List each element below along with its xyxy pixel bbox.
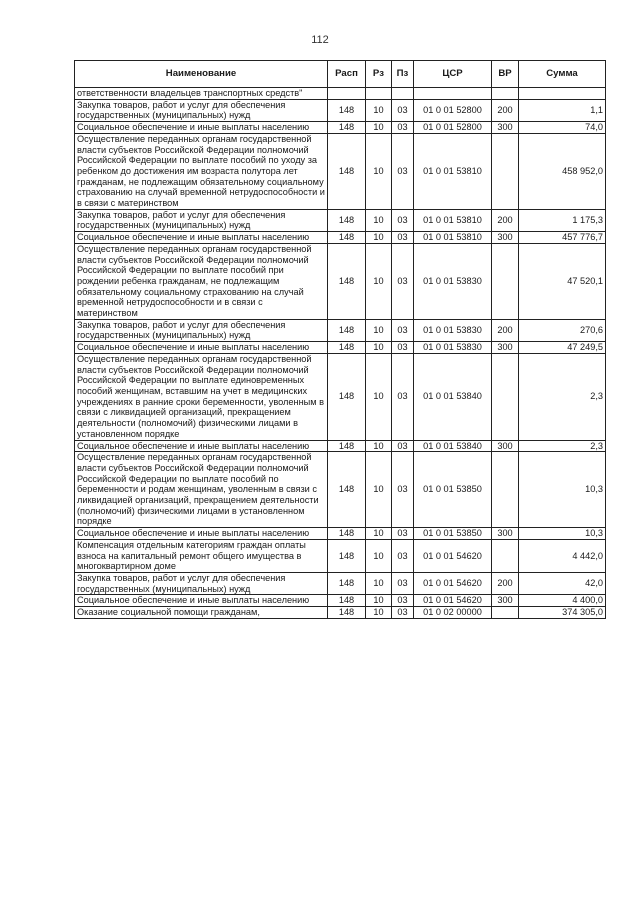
row-rasp-cell: 148 bbox=[328, 572, 366, 594]
row-rz-cell: 10 bbox=[366, 319, 392, 341]
row-vr-cell: 200 bbox=[492, 319, 519, 341]
row-sum-cell: 2,3 bbox=[519, 440, 606, 452]
table-row bbox=[75, 122, 606, 134]
header-csr: ЦСР bbox=[414, 61, 492, 88]
header-name: Наименование bbox=[75, 61, 328, 88]
row-rz-cell: 10 bbox=[366, 243, 392, 319]
row-name-cell: Компенсация отдельным категориям граждан оплаты взноса на капитальный ремонт общего имущества в многоквартирном доме bbox=[75, 539, 328, 572]
row-name-cell: Осуществление переданных органам государственной власти субъектов Российской Федерации полномочий Российской Федерации по выплате единовременных пособий женщинам, вставшим на учет в медицинских учреждениях в ранние сроки беременности, уволенным в связи с ликвидацией организаций, прекращением деятельности (полномочий) физическими лицами в установленном порядке bbox=[75, 353, 328, 440]
row-rz-cell: 10 bbox=[366, 607, 392, 619]
budget-table bbox=[74, 60, 606, 619]
row-sum-cell: 1 175,3 bbox=[519, 209, 606, 231]
table-row bbox=[75, 607, 606, 619]
row-sum-cell: 42,0 bbox=[519, 572, 606, 594]
row-sum-cell: 457 776,7 bbox=[519, 232, 606, 244]
row-rasp-cell: 148 bbox=[328, 319, 366, 341]
table-row bbox=[75, 353, 606, 440]
row-vr-cell bbox=[492, 607, 519, 619]
row-csr-cell: 01 0 01 54620 bbox=[414, 595, 492, 607]
row-name-cell: Закупка товаров, работ и услуг для обеспечения государственных (муниципальных) нужд bbox=[75, 209, 328, 231]
row-rasp-cell: 148 bbox=[328, 133, 366, 209]
row-vr-cell: 300 bbox=[492, 528, 519, 540]
header-pz: Пз bbox=[392, 61, 414, 88]
row-name-cell: Осуществление переданных органам государственной власти субъектов Российской Федерации полномочий Российской Федерации по выплате пособий по уходу за ребенком до достижения им возраста полутора лет гражданам, не подлежащим обязательному социальному страхованию на случай временной нетрудоспособности и в связи с материнством bbox=[75, 133, 328, 209]
table-row bbox=[75, 539, 606, 572]
row-name-cell: Осуществление переданных органам государственной власти субъектов Российской Федерации полномочий Российской Федерации по выплате пособий по беременности и родам женщинам, уволенным в связи с ликвидацией организаций, прекращением деятельности (полномочий) физическими лицами в установленном порядке bbox=[75, 452, 328, 528]
row-sum-cell: 47 249,5 bbox=[519, 342, 606, 354]
row-pz-cell: 03 bbox=[392, 99, 414, 121]
row-rz-cell: 10 bbox=[366, 133, 392, 209]
row-vr-cell: 300 bbox=[492, 595, 519, 607]
row-vr-cell: 300 bbox=[492, 440, 519, 452]
row-csr-cell: 01 0 01 54620 bbox=[414, 572, 492, 594]
row-pz-cell: 03 bbox=[392, 440, 414, 452]
row-rasp-cell: 148 bbox=[328, 440, 366, 452]
row-csr-cell: 01 0 01 52800 bbox=[414, 122, 492, 134]
table-row bbox=[75, 440, 606, 452]
row-sum-cell: 374 305,0 bbox=[519, 607, 606, 619]
row-rasp-cell: 148 bbox=[328, 243, 366, 319]
header-rz: Рз bbox=[366, 61, 392, 88]
row-rasp-cell: 148 bbox=[328, 595, 366, 607]
row-vr-cell bbox=[492, 353, 519, 440]
row-rasp-cell: 148 bbox=[328, 99, 366, 121]
row-name-cell: Социальное обеспечение и иные выплаты населению bbox=[75, 440, 328, 452]
row-sum-cell: 4 400,0 bbox=[519, 595, 606, 607]
row-pz-cell: 03 bbox=[392, 595, 414, 607]
row-vr-cell: 200 bbox=[492, 209, 519, 231]
row-csr-cell: 01 0 01 53850 bbox=[414, 452, 492, 528]
table-row bbox=[75, 99, 606, 121]
row-sum-cell: 4 442,0 bbox=[519, 539, 606, 572]
row-pz-cell: 03 bbox=[392, 539, 414, 572]
row-csr-cell: 01 0 01 52800 bbox=[414, 99, 492, 121]
row-csr-cell: 01 0 01 53810 bbox=[414, 232, 492, 244]
row-name-cell: Оказание социальной помощи гражданам, bbox=[75, 607, 328, 619]
row-rasp-cell: 148 bbox=[328, 528, 366, 540]
row-rz-cell: 10 bbox=[366, 99, 392, 121]
row-rasp-cell bbox=[328, 88, 366, 100]
row-rasp-cell: 148 bbox=[328, 122, 366, 134]
row-pz-cell: 03 bbox=[392, 607, 414, 619]
row-vr-cell bbox=[492, 243, 519, 319]
row-csr-cell: 01 0 01 54620 bbox=[414, 539, 492, 572]
row-vr-cell: 300 bbox=[492, 122, 519, 134]
table-body bbox=[75, 88, 606, 619]
row-sum-cell: 10,3 bbox=[519, 528, 606, 540]
row-rz-cell: 10 bbox=[366, 595, 392, 607]
header-sum: Сумма bbox=[519, 61, 606, 88]
row-rz-cell: 10 bbox=[366, 209, 392, 231]
row-name-cell: Закупка товаров, работ и услуг для обеспечения государственных (муниципальных) нужд bbox=[75, 572, 328, 594]
row-rasp-cell: 148 bbox=[328, 209, 366, 231]
row-pz-cell: 03 bbox=[392, 528, 414, 540]
row-rz-cell: 10 bbox=[366, 528, 392, 540]
page-number: 112 bbox=[311, 34, 329, 46]
table-row bbox=[75, 342, 606, 354]
row-csr-cell: 01 0 01 53850 bbox=[414, 528, 492, 540]
table-row bbox=[75, 243, 606, 319]
row-csr-cell: 01 0 01 53810 bbox=[414, 133, 492, 209]
row-vr-cell bbox=[492, 88, 519, 100]
row-rz-cell: 10 bbox=[366, 440, 392, 452]
table-row bbox=[75, 572, 606, 594]
row-vr-cell: 300 bbox=[492, 232, 519, 244]
row-rasp-cell: 148 bbox=[328, 232, 366, 244]
row-pz-cell: 03 bbox=[392, 342, 414, 354]
row-rz-cell: 10 bbox=[366, 353, 392, 440]
row-vr-cell bbox=[492, 539, 519, 572]
row-rz-cell bbox=[366, 88, 392, 100]
row-sum-cell bbox=[519, 88, 606, 100]
row-vr-cell bbox=[492, 133, 519, 209]
row-sum-cell: 10,3 bbox=[519, 452, 606, 528]
row-rasp-cell: 148 bbox=[328, 607, 366, 619]
row-name-cell: Социальное обеспечение и иные выплаты населению bbox=[75, 122, 328, 134]
row-rz-cell: 10 bbox=[366, 232, 392, 244]
row-csr-cell: 01 0 01 53830 bbox=[414, 342, 492, 354]
row-csr-cell: 01 0 01 53830 bbox=[414, 319, 492, 341]
table-row bbox=[75, 209, 606, 231]
row-pz-cell: 03 bbox=[392, 122, 414, 134]
row-pz-cell: 03 bbox=[392, 572, 414, 594]
row-vr-cell: 200 bbox=[492, 99, 519, 121]
row-csr-cell: 01 0 01 53840 bbox=[414, 440, 492, 452]
row-name-cell: Осуществление переданных органам государственной власти субъектов Российской Федерации полномочий Российской Федерации по выплате пособий при рождении ребенка гражданам, не подлежащим обязательному социальному страхованию на случай временной нетрудоспособности и в связи с материнством bbox=[75, 243, 328, 319]
row-csr-cell: 01 0 01 53830 bbox=[414, 243, 492, 319]
table-row bbox=[75, 133, 606, 209]
row-vr-cell: 200 bbox=[492, 572, 519, 594]
table-row bbox=[75, 595, 606, 607]
header-rasp: Расп bbox=[328, 61, 366, 88]
row-rasp-cell: 148 bbox=[328, 342, 366, 354]
row-csr-cell: 01 0 01 53840 bbox=[414, 353, 492, 440]
row-name-cell: Социальное обеспечение и иные выплаты населению bbox=[75, 342, 328, 354]
row-pz-cell: 03 bbox=[392, 319, 414, 341]
table-row bbox=[75, 528, 606, 540]
row-rz-cell: 10 bbox=[366, 572, 392, 594]
row-vr-cell: 300 bbox=[492, 342, 519, 354]
row-sum-cell: 458 952,0 bbox=[519, 133, 606, 209]
table-header-row bbox=[75, 61, 606, 88]
table-row bbox=[75, 88, 606, 100]
row-csr-cell: 01 0 02 00000 bbox=[414, 607, 492, 619]
row-name-cell: Социальное обеспечение и иные выплаты населению bbox=[75, 232, 328, 244]
row-sum-cell: 1,1 bbox=[519, 99, 606, 121]
row-name-cell: Социальное обеспечение и иные выплаты населению bbox=[75, 595, 328, 607]
row-pz-cell: 03 bbox=[392, 243, 414, 319]
row-pz-cell: 03 bbox=[392, 133, 414, 209]
row-rz-cell: 10 bbox=[366, 122, 392, 134]
row-sum-cell: 74,0 bbox=[519, 122, 606, 134]
row-csr-cell: 01 0 01 53810 bbox=[414, 209, 492, 231]
row-name-cell: Закупка товаров, работ и услуг для обеспечения государственных (муниципальных) нужд bbox=[75, 319, 328, 341]
header-vr: ВР bbox=[492, 61, 519, 88]
row-pz-cell: 03 bbox=[392, 232, 414, 244]
row-rasp-cell: 148 bbox=[328, 452, 366, 528]
row-rz-cell: 10 bbox=[366, 539, 392, 572]
row-sum-cell: 2,3 bbox=[519, 353, 606, 440]
table-row bbox=[75, 319, 606, 341]
row-rasp-cell: 148 bbox=[328, 539, 366, 572]
table-row bbox=[75, 232, 606, 244]
row-sum-cell: 47 520,1 bbox=[519, 243, 606, 319]
row-rz-cell: 10 bbox=[366, 452, 392, 528]
row-rz-cell: 10 bbox=[366, 342, 392, 354]
row-pz-cell bbox=[392, 88, 414, 100]
row-pz-cell: 03 bbox=[392, 452, 414, 528]
row-vr-cell bbox=[492, 452, 519, 528]
row-pz-cell: 03 bbox=[392, 353, 414, 440]
row-pz-cell: 03 bbox=[392, 209, 414, 231]
row-name-cell: ответственности владельцев транспортных средств" bbox=[75, 88, 328, 100]
row-sum-cell: 270,6 bbox=[519, 319, 606, 341]
row-rasp-cell: 148 bbox=[328, 353, 366, 440]
row-name-cell: Социальное обеспечение и иные выплаты населению bbox=[75, 528, 328, 540]
row-csr-cell bbox=[414, 88, 492, 100]
row-name-cell: Закупка товаров, работ и услуг для обеспечения государственных (муниципальных) нужд bbox=[75, 99, 328, 121]
table-row bbox=[75, 452, 606, 528]
